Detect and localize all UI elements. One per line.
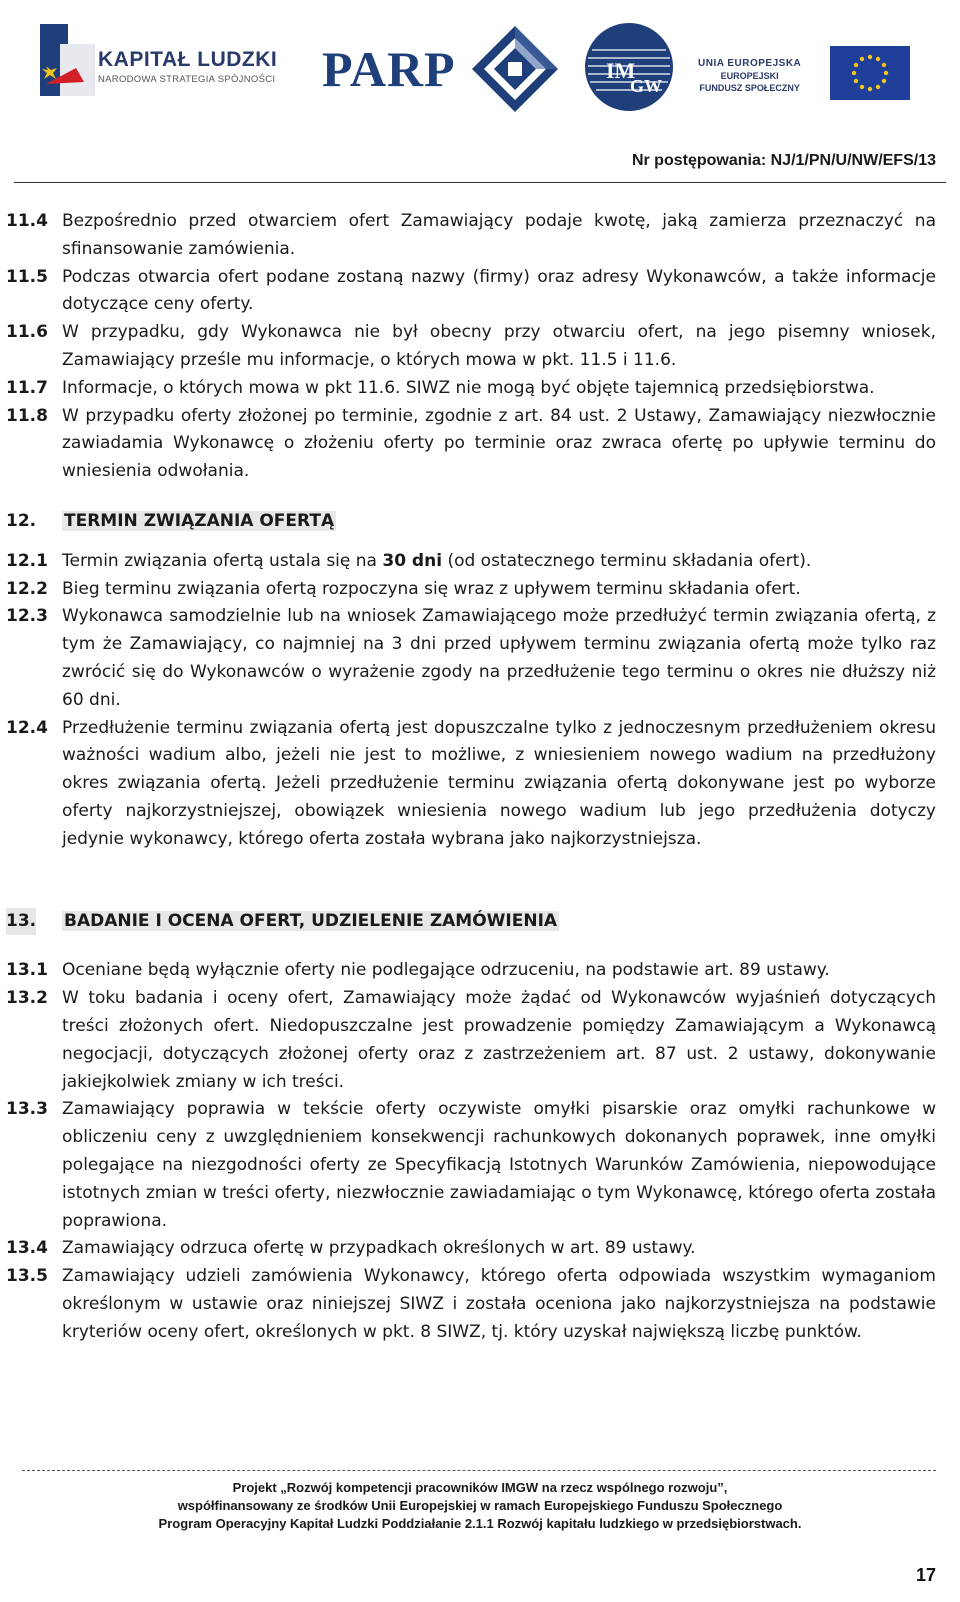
item-number: 12.4 [6,717,48,738]
list-item [0,603,960,714]
list-item [0,375,960,403]
item-text: W przypadku, gdy Wykonawca nie był obecny przy otwarciu ofert, na jego pisemny wniosek, Zamawiający prześle mu informacje, o których mowa w pkt. 11.5 i 11.6. [62,322,936,370]
list-item [0,985,960,1096]
footer-line-3: Program Operacyjny Kapitał Ludzki Poddziałanie 2.1.1 Rozwój kapitału ludzkiego w przedsiębiorstwach. [158,1516,802,1531]
item-text: Bezpośrednio przed otwarciem ofert Zamawiający podaje kwotę, jaką zamierza przeznaczyć na sfinansowanie zamówienia. [62,211,936,259]
parp-wordmark: PARP [322,41,456,97]
kapital-ludzki-logo-icon [40,24,95,96]
footer-line-1: Projekt „Rozwój kompetencji pracowników IMGW na rzecz wspólnego rozwoju”, [232,1480,728,1495]
spacer [0,854,960,892]
item-number: 11.5 [6,266,48,287]
footer [0,1479,960,1533]
section-heading-13 [0,908,960,936]
item-text-bold: 30 dni [382,550,443,571]
item-text: Oceniane będą wyłącznie oferty nie podlegające odrzuceniu, na podstawie art. 89 ustawy. [62,960,830,981]
eu-flag-icon [830,46,910,100]
item-text: Zamawiający poprawia w tekście oferty oczywiste omyłki pisarskie oraz omyłki rachunkowe w obliczeniu ceny z uwzględnieniem konsekwencji rachunkowych dokonanych poprawek, inne omyłki polegające na niezgodności oferty ze Specyfikacją Istotnych Warunków Zamówienia, niepowodujące istotnych zmian w treści oferty, niezwłocznie zawiadamiając o tym Wykonawcę, którego oferta została poprawiona. [62,1099,936,1231]
item-text-after: (od ostatecznego terminu składania ofert). [442,550,812,571]
item-text: Zamawiający udzieli zamówienia Wykonawcy, którego oferta odpowiada wszystkim wymaganiom określonym w ustawie oraz niniejszej SIWZ i została oceniona jako najkorzystniejsza na podstawie kryteriów oceny ofert, określonych w pkt. 8 SIWZ, tj. który uzyskał największą liczbę punktów. [62,1266,936,1342]
ue-title: UNIA EUROPEJSKA [698,58,802,69]
section-number: 12. [6,510,37,531]
svg-text:GW: GW [630,76,663,96]
item-text: W toku badania i oceny ofert, Zamawiający może żądać od Wykonawców wyjaśnień dotyczących treści złożonych ofert. Niedopuszczalne jest prowadzenie pomiędzy Zamawiającym a Wykonawcą negocjacji, dotyczących złożonej oferty oraz z zastrzeżeniem art. 87 ust. 2 ustawy, dokonywanie jakiejkolwiek zmiany w ich treści. [62,988,936,1092]
spacer [0,947,960,957]
list-item [0,403,960,486]
list-item [0,264,960,320]
item-text [62,548,936,576]
kapital-ludzki-title: KAPITAŁ LUDZKI [98,48,278,71]
list-item [0,1096,960,1235]
item-text: Informacje, o których mowa w pkt 11.6. SIWZ nie mogą być objęte tajemnicą przedsiębiorstwa. [62,377,875,398]
list-item [0,208,960,264]
section-title: TERMIN ZWIĄZANIA OFERTĄ [64,510,335,531]
item-number: 11.4 [6,211,48,231]
ue-subtitle-2: FUNDUSZ SPOŁECZNY [699,83,800,93]
footer-divider [22,1470,936,1471]
header-divider [14,182,946,183]
list-item [0,1263,960,1346]
list-item [0,319,960,375]
document-body [0,208,960,1346]
item-number: 13.4 [6,1238,48,1259]
kapital-ludzki-subtitle: NARODOWA STRATEGIA SPÓJNOŚCI [98,74,276,85]
item-number: 12.1 [6,550,48,571]
list-item [0,1235,960,1263]
item-number: 13.3 [6,1099,48,1120]
item-text: W przypadku oferty złożonej po terminie, zgodnie z art. 84 ust. 2 Ustawy, Zamawiający niezwłocznie zawiadamia Wykonawcę o złożeniu oferty po terminie oraz zwraca ofertę po upływie terminu do wniesienia odwołania. [62,405,936,482]
item-number: 11.8 [6,405,48,426]
item-number: 13.2 [6,988,48,1009]
item-text: Bieg terminu związania ofertą rozpoczyna się wraz z upływem terminu składania ofert. [62,578,801,599]
kapital-ludzki-wordmark [98,48,277,85]
item-text-before: Termin związania ofertą ustala się na [62,550,383,571]
item-number: 11.6 [6,322,48,343]
item-number: 11.7 [6,377,48,398]
list-item [0,576,960,604]
svg-text:IM: IM [606,58,636,83]
list-item [0,548,960,576]
page-number: 17 [915,1565,936,1585]
item-text: Podczas otwarcia ofert podane zostaną nazwy (firmy) oraz adresy Wykonawców, a także informacje dotyczące ceny oferty. [62,266,936,315]
list-item [0,957,960,985]
parp-logo-icon [470,24,560,114]
procedure-number: Nr postępowania: NJ/1/PN/U/NW/EFS/13 [631,152,936,169]
section-title: BADANIE I OCENA OFERT, UDZIELENIE ZAMÓWIENIA [64,910,558,931]
item-text: Przedłużenie terminu związania ofertą jest dopuszczalne tylko z jednoczesnym przedłużeniem okresu ważności wadium albo, jeżeli nie jest to możliwe, z wniesieniem nowego wadium na przedłużony okres związania ofertą. Jeżeli przedłużenie terminu związania ofertą dokonywane jest po wyborze oferty najkorzystniejszej, obowiązek wniesienia nowego wadium lub jego przedłużenia dotyczy jedynie wykonawcy, którego oferta została wybrana jako najkorzystniejsza. [62,717,936,849]
ue-wordmark [698,58,801,93]
footer-line-2: współfinansowany ze środków Unii Europejskiej w ramach Europejskiego Funduszu Społecznego [177,1498,783,1513]
section-number: 13. [6,908,36,936]
item-number: 13.1 [6,960,48,981]
header-logos [30,14,930,124]
list-item [0,715,960,854]
item-number: 12.3 [6,606,48,627]
imgw-emblem-icon [582,20,676,114]
item-number: 12.2 [6,578,48,599]
item-text: Wykonawca samodzielnie lub na wniosek Zamawiającego może przedłużyć termin związania ofertą, z tym że Zamawiający, co najmniej na 3 dni przed upływem terminu związania ofertą może tylko raz zwrócić się do Wykonawców o wyrażenie zgody na przedłużenie tego terminu o okres nie dłuższy niż 60 dni. [62,606,936,710]
item-number: 13.5 [6,1266,48,1287]
ue-subtitle-1: EUROPEJSKI [720,71,779,81]
section-heading-12 [0,508,960,536]
item-text: Zamawiający odrzuca ofertę w przypadkach określonych w art. 89 ustawy. [62,1238,696,1259]
